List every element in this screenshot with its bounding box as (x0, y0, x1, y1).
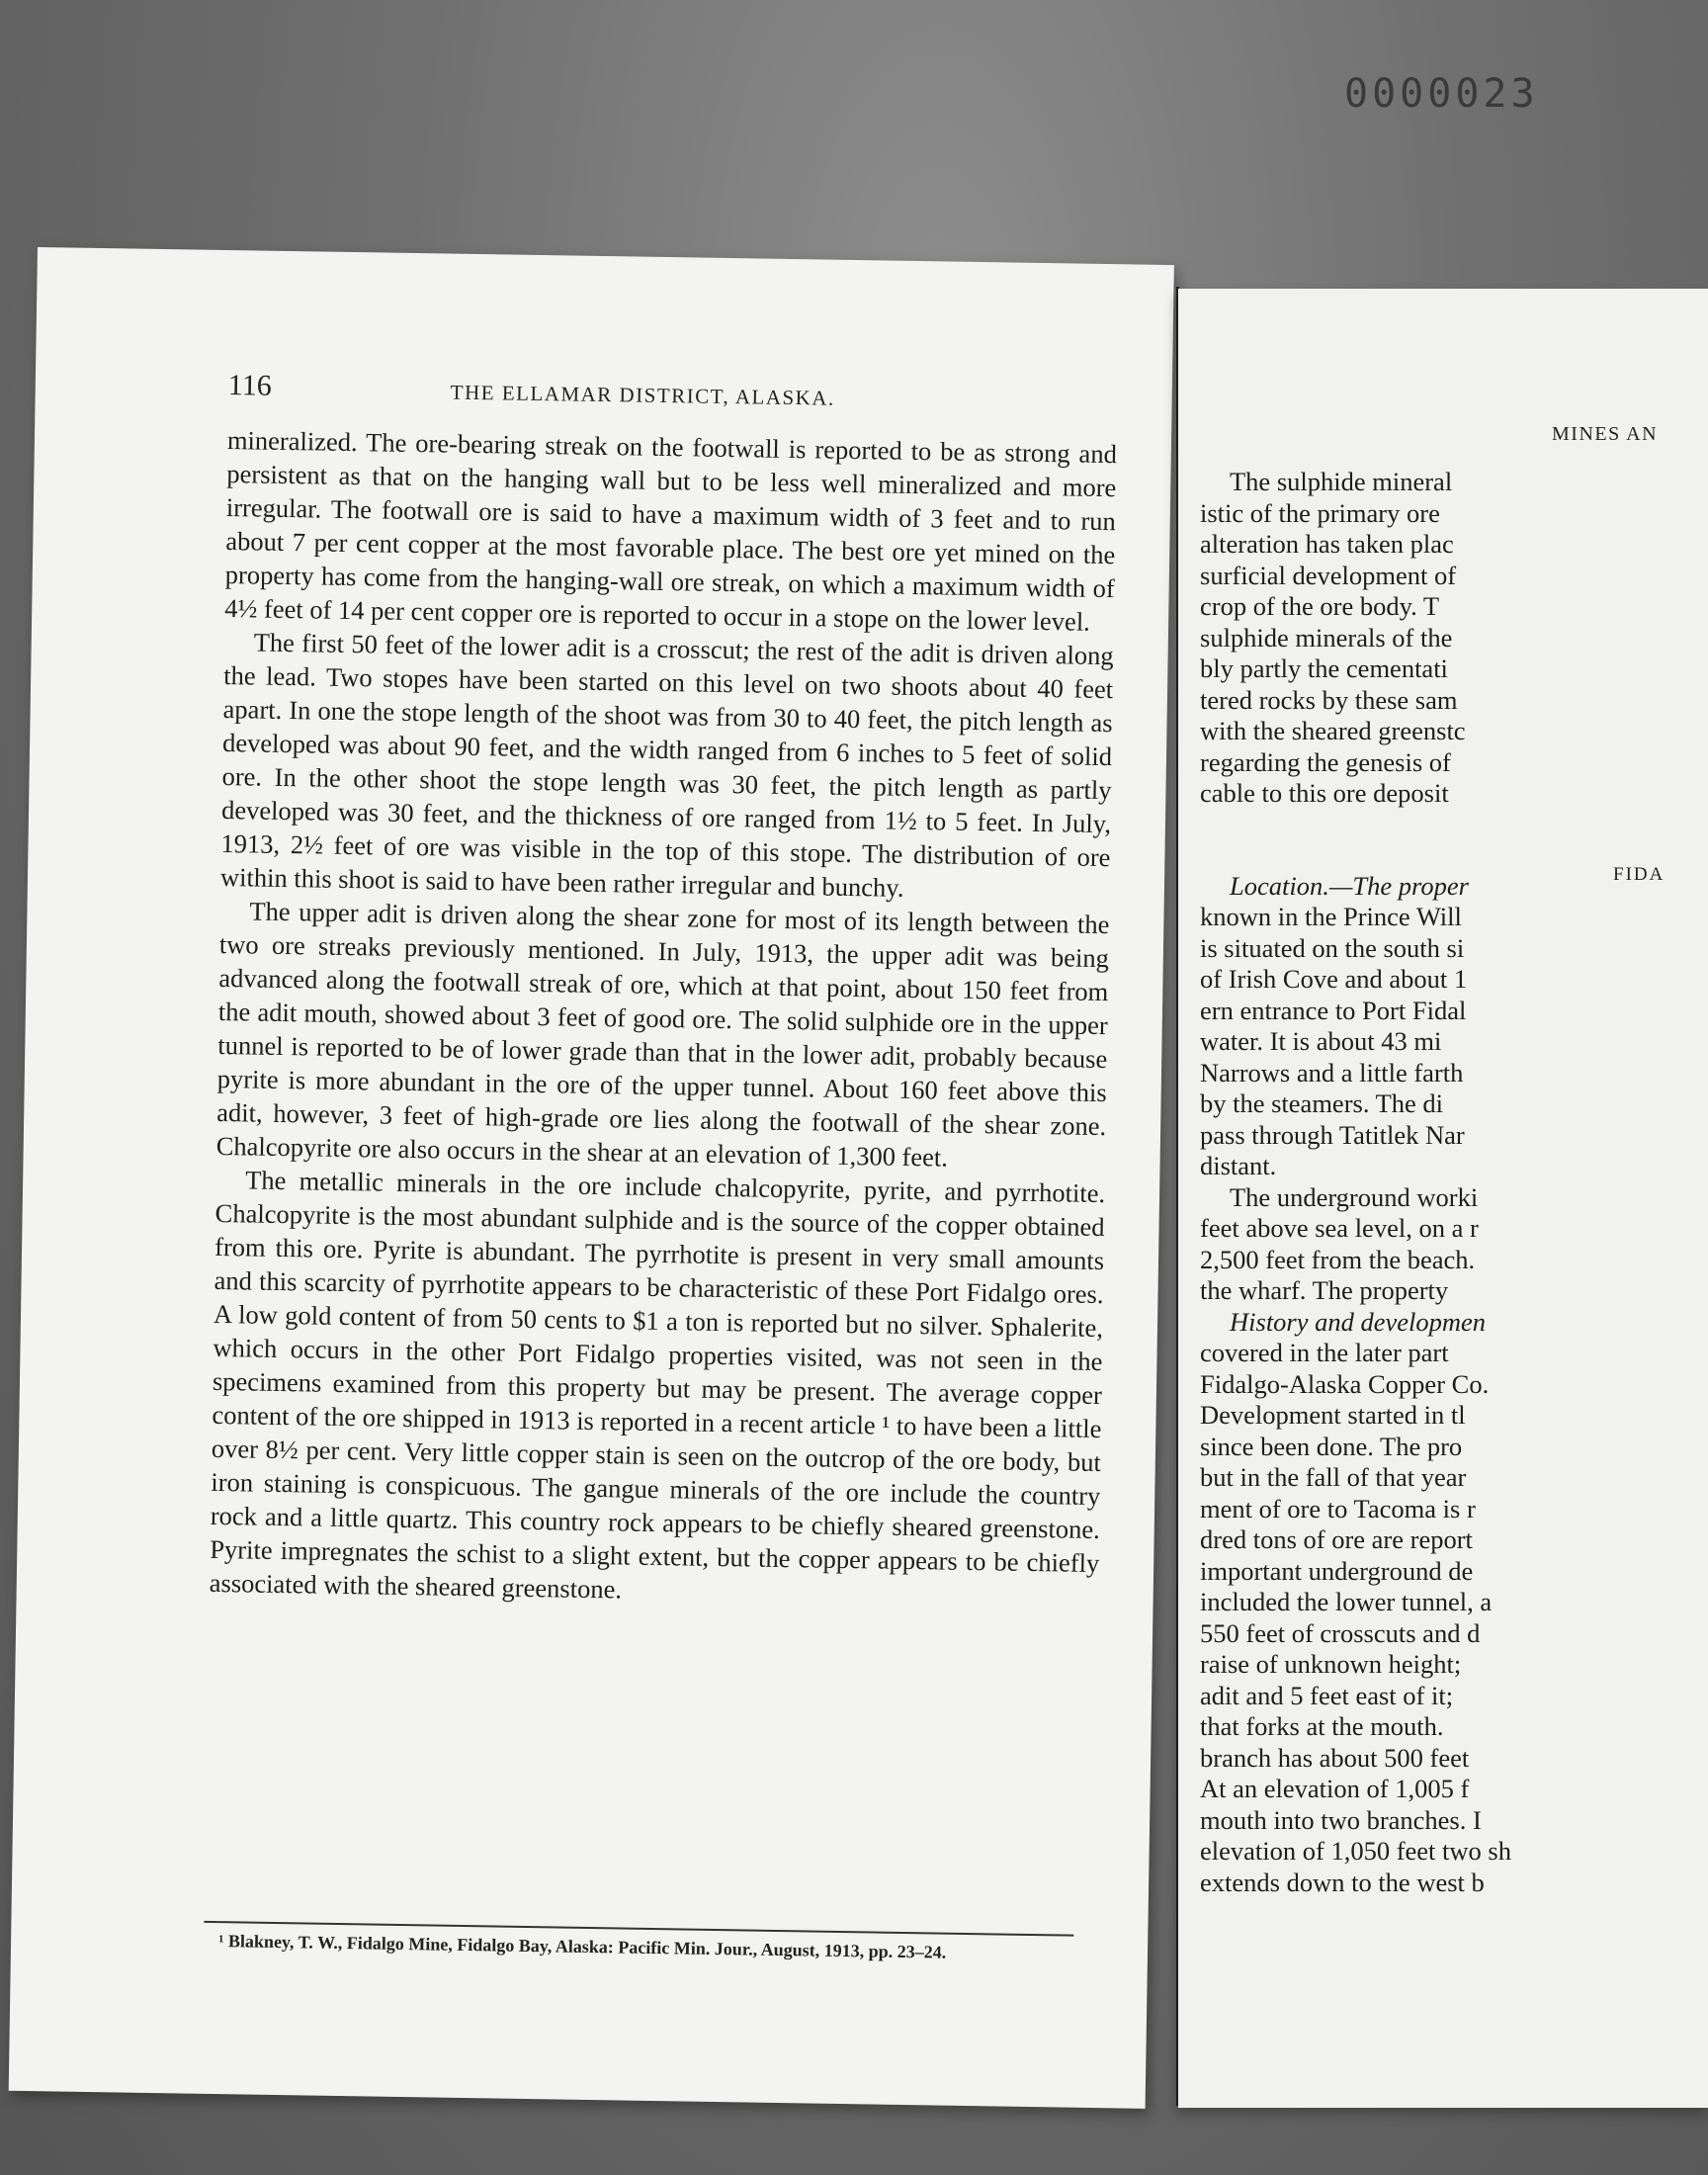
paragraph-1: mineralized. The ore-bearing streak on the footwall is reported to be as strong and persistent as that on the hanging wall but to be less well mineralized and more irregular. The footwall ore is said to have a maximum width of 3 feet and to run about 7 per cent copper at the most favorable place. The best ore yet mined on the property has come from the hanging-wall ore streak, on which a maximum width of 4½ feet of 14 per cent copper ore is reported to occur in a stope on the lower level. (224, 425, 1118, 637)
right-line: regarding the genesis of (1200, 746, 1451, 777)
right-line: feet above sea level, on a r (1200, 1213, 1479, 1243)
right-line: that forks at the mouth. (1200, 1711, 1444, 1741)
right-line: by the steamers. The di (1200, 1088, 1444, 1118)
right-line: elevation of 1,050 feet two sh (1200, 1836, 1511, 1866)
right-line: with the sheared greenstc (1200, 716, 1466, 745)
right-line: distant. (1200, 1151, 1277, 1180)
right-line: adit and 5 feet east of it; (1200, 1680, 1454, 1710)
right-line: but in the fall of that year (1200, 1462, 1467, 1492)
right-line: ern entrance to Port Fidal (1200, 995, 1467, 1025)
right-line: is situated on the south si (1200, 932, 1465, 963)
right-line: alteration has taken plac (1200, 529, 1454, 559)
right-line: 550 feet of crosscuts and d (1200, 1617, 1481, 1648)
right-line: included the lower tunnel, a (1200, 1587, 1493, 1616)
footnote: ¹ Blakney, T. W., Fidalgo Mine, Fidalgo Bay, Alaska: Pacific Min. Jour., August, 1913, pp. 23–24. (217, 1931, 947, 1962)
right-line: At an elevation of 1,005 f (1200, 1774, 1470, 1803)
right-line: History and developmen (1230, 1306, 1487, 1337)
right-line: crop of the ore body. T (1200, 591, 1440, 621)
right-line: extends down to the west b (1200, 1867, 1485, 1897)
right-line: raise of unknown height; (1200, 1649, 1462, 1679)
body-text (210, 423, 1118, 1613)
right-running-head: MINES AN (1552, 423, 1659, 445)
right-line: the wharf. The property (1200, 1275, 1449, 1305)
right-line: istic of the primary ore (1200, 497, 1440, 528)
paragraph-3: The upper adit is driven along the shear zone for most of its length between the two ore streaks previously mentioned. In July, 1913, the upper adit was being advanced along the footwall streak of ore, which at that point, about 150 feet from the adit mouth, showed about 3 feet of good ore. The solid sulphide ore in the upper tunnel is reported to be of lower grade than that in the lower adit, probably because pyrite is more abundant in the ore of the upper tunnel. About 160 feet above this adit, however, 3 feet of high-grade ore lies along the footwall of the shear zone. Chalcopyrite ore also occurs in the shear at an elevation of 1,300 feet. (215, 896, 1110, 1173)
right-line: sulphide minerals of the (1200, 622, 1453, 652)
page-number: 116 (227, 369, 272, 402)
right-line: dred tons of ore are report (1200, 1524, 1473, 1554)
right-line: known in the Prince Will (1200, 902, 1462, 931)
right-line: Fidalgo-Alaska Copper Co. (1200, 1368, 1490, 1399)
right-line: pass through Tatitlek Nar (1200, 1119, 1465, 1150)
right-section-head: FIDA (1613, 864, 1665, 885)
right-line: ment of ore to Tacoma is r (1200, 1493, 1476, 1523)
right-line: surficial development of (1200, 560, 1457, 590)
right-line: Location.—The proper (1230, 870, 1469, 901)
left-page (9, 247, 1174, 2109)
frame-number: 0000023 (1344, 71, 1539, 117)
running-head: THE ELLAMAR DISTRICT, ALASKA. (450, 380, 835, 410)
right-line: covered in the later part (1200, 1338, 1449, 1367)
right-line: The sulphide mineral (1230, 467, 1453, 496)
right-line: Development started in tl (1200, 1400, 1466, 1430)
right-line: since been done. The pro (1200, 1431, 1463, 1461)
paragraph-4: The metallic minerals in the ore include chalcopyrite, pyrite, and pyrrhotite. Chalcopyrite is the most abundant sulphide and is the source of the copper obtained from this ore. Pyrite is abundant. The pyrrhotite is present in very small amounts and this scarcity of pyrrhotite appears to be characteristic of these Port Fidalgo ores. A low gold content of from 50 cents to $1 a ton is reported but no silver. Sphalerite, which occurs in the other Port Fidalgo properties visited, was not seen in the specimens examined from this property but may be present. The average copper content of the ore shipped in 1913 is reported in a recent article ¹ to have been a little over 8½ per cent. Very little copper stain is seen on the outcrop of the ore body, but iron staining is conspicuous. The gangue minerals of the ore include the country rock and a little quartz. This country rock appears to be chiefly sheared greenstone. Pyrite impregnates the schist to a slight extent, but the copper appears to be chiefly associated with the sheared greenstone. (209, 1165, 1106, 1605)
right-line: water. It is about 43 mi (1200, 1026, 1442, 1056)
right-line: important underground de (1200, 1555, 1474, 1586)
right-line: cable to this ore deposit (1200, 778, 1449, 808)
right-line: bly partly the cementati (1200, 653, 1448, 683)
right-line: tered rocks by these sam (1200, 684, 1458, 715)
right-line: 2,500 feet from the beach. (1200, 1244, 1476, 1274)
right-line: mouth into two branches. I (1200, 1804, 1482, 1835)
right-line: Narrows and a little farth (1200, 1057, 1464, 1088)
right-line: branch has about 500 feet (1200, 1742, 1470, 1773)
right-line: of Irish Cove and about 1 (1200, 964, 1468, 994)
paragraph-2: The first 50 feet of the lower adit is a crosscut; the rest of the adit is driven along the lead. Two stopes have been started on this level on two shoots about 40 feet apart. In one the stope length of the shoot was from 30 to 40 feet, the pitch length as developed was about 90 feet, and the width ranged from 6 inches to 5 feet of solid ore. In the other shoot the stope length was 30 feet, the pitch length as partly developed was 30 feet, and the thickness of ore ranged from 1½ to 5 feet. In July, 1913, 2½ feet of ore was visible in the top of this stope. The distribution of ore within this shoot is said to have been rather irregular and bunchy. (219, 627, 1114, 903)
right-page (1178, 289, 1708, 2108)
right-line: The underground worki (1230, 1181, 1479, 1212)
